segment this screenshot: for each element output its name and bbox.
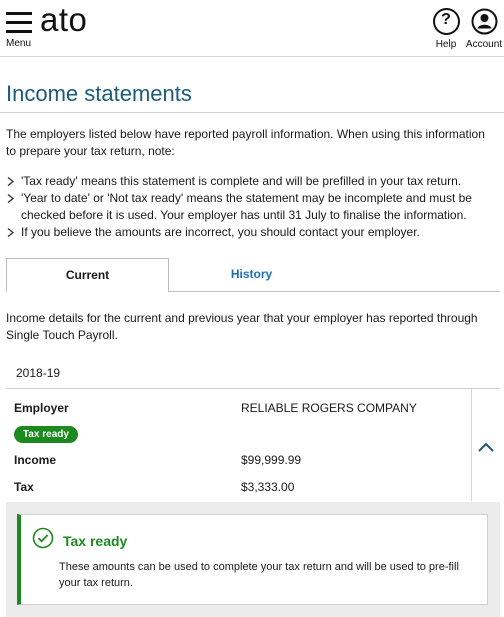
- list-item-text: If you believe the amounts are incorrect, you should contact your employer.: [21, 225, 420, 239]
- employer-label: Employer: [14, 401, 69, 415]
- tabs-divider: [169, 291, 500, 292]
- income-statement-card: [6, 389, 500, 501]
- alert-text: These amounts can be used to complete your tax return and will be used to pre-fill your tax return.: [59, 561, 459, 589]
- tab-history[interactable]: History: [230, 267, 273, 281]
- status-badge: Tax ready: [14, 426, 78, 443]
- chevron-up-icon[interactable]: [475, 439, 497, 455]
- account-button[interactable]: [465, 8, 503, 52]
- help-button[interactable]: [430, 8, 462, 52]
- tax-value: $3,333.00: [241, 480, 295, 494]
- chevron-right-icon: [6, 228, 15, 237]
- check-circle-icon: [32, 527, 54, 549]
- tax-ready-alert: [17, 514, 488, 605]
- income-label: Income: [14, 453, 57, 467]
- title-divider: [0, 112, 504, 113]
- intro-text: The employers listed below have reported payroll information. When using this information to prepare your tax return, note:: [6, 127, 485, 158]
- tab-current[interactable]: Current: [6, 258, 169, 292]
- user-circle-icon: [471, 8, 498, 35]
- list-item: [6, 173, 498, 190]
- list-item: [6, 224, 498, 241]
- employer-value: RELIABLE ROGERS COMPANY: [241, 401, 417, 415]
- question-circle-icon: ?: [433, 8, 460, 35]
- card-divider: [471, 389, 472, 501]
- list-item-text: 'Tax ready' means this statement is complete and will be prefilled in your tax return.: [21, 174, 462, 188]
- tax-label: Tax: [14, 480, 34, 494]
- notes-list: [6, 173, 498, 241]
- hamburger-icon: [6, 12, 32, 34]
- chevron-right-icon: [6, 177, 15, 186]
- list-item: [6, 190, 498, 224]
- financial-year: 2018-19: [16, 366, 61, 380]
- ato-logo: ato: [40, 1, 88, 38]
- tab-description: Income details for the current and previous year that your employer has reported through Single Touch Payroll.: [6, 311, 478, 342]
- page-title: Income statements: [6, 81, 192, 106]
- menu-button[interactable]: [6, 8, 36, 50]
- list-item-text: 'Year to date' or 'Not tax ready' means the statement may be incomplete and must be checked before it is used. Your employer has until 31 July to finalise the information.: [21, 191, 472, 222]
- app-header: [0, 0, 504, 57]
- account-label: Account: [465, 39, 503, 50]
- alert-title: Tax ready: [63, 533, 128, 549]
- statement-tabs: [6, 258, 500, 293]
- menu-label: Menu: [6, 38, 32, 49]
- chevron-right-icon: [6, 194, 15, 203]
- help-label: Help: [435, 39, 457, 50]
- income-value: $99,999.99: [241, 453, 302, 467]
